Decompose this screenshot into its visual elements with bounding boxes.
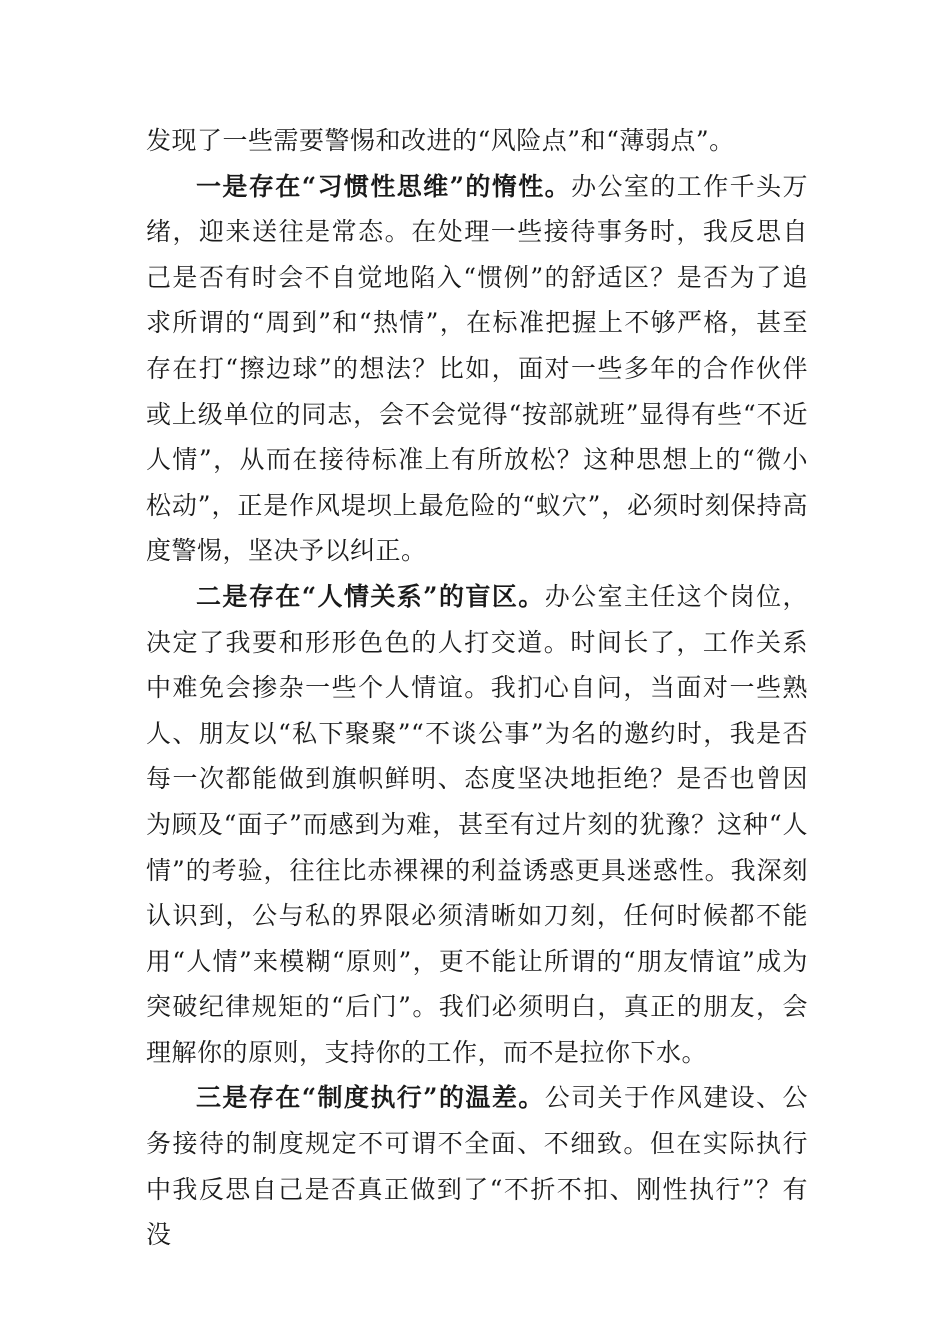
paragraph-continuation: [146, 118, 808, 164]
paragraph-body: 办公室的工作千头万绪，迎来送往是常态。在处理一些接待事务时，我反思自己是否有时会不自觉地陷入“惯例”的舒适区？是否为了追求所谓的“周到”和“热情”，在标准把握上不够严格，甚至存在打“擦边球”的想法？比如，面对一些多年的合作伙伴或上级单位的同志，会不会觉得“按部就班”显得有些“不近人情”，从而在接待标准上有所放松？这种思想上的“微小松动”，正是作风堤坝上最危险的“蚁穴”，必须时刻保持高度警惕，坚决予以纠正。: [146, 171, 808, 566]
paragraph-lead: 一是存在“习惯性思维”的惰性。: [196, 171, 572, 201]
paragraph-body: 公司关于作风建设、公务接待的制度规定不可谓不全面、不细致。但在实际执行中我反思自己是否真正做到了“不折不扣、刚性执行”？有没: [146, 1083, 808, 1250]
paragraph-lead: 三是存在“制度执行”的温差。: [196, 1083, 545, 1113]
paragraph-lead: 二是存在“人情关系”的盲区。: [196, 581, 545, 611]
paragraph-habitual-thinking: [146, 164, 808, 574]
paragraph-personal-relations: [146, 574, 808, 1076]
paragraph-body: 发现了一些需要警惕和改进的“风险点”和“薄弱点”。: [146, 126, 735, 155]
paragraph-system-execution: [146, 1075, 808, 1257]
paragraph-body: 办公室主任这个岗位，决定了我要和形形色色的人打交道。时间长了，工作关系中难免会掺杂一些个人情谊。我扪心自问，当面对一些熟人、朋友以“私下聚聚”“不谈公事”为名的邀约时，我是否每一次都能做到旗帜鲜明、态度坚决地拒绝？是否也曾因为顾及“面子”而感到为难，甚至有过片刻的犹豫？这种“人情”的考验，往往比赤裸裸的利益诱惑更具迷惑性。我深刻认识到，公与私的界限必须清晰如刀刻，任何时候都不能用“人情”来模糊“原则”，更不能让所谓的“朋友情谊”成为突破纪律规矩的“后门”。我们必须明白，真正的朋友，会理解你的原则，支持你的工作，而不是拉你下水。: [146, 581, 808, 1067]
document-page: [146, 118, 808, 1258]
